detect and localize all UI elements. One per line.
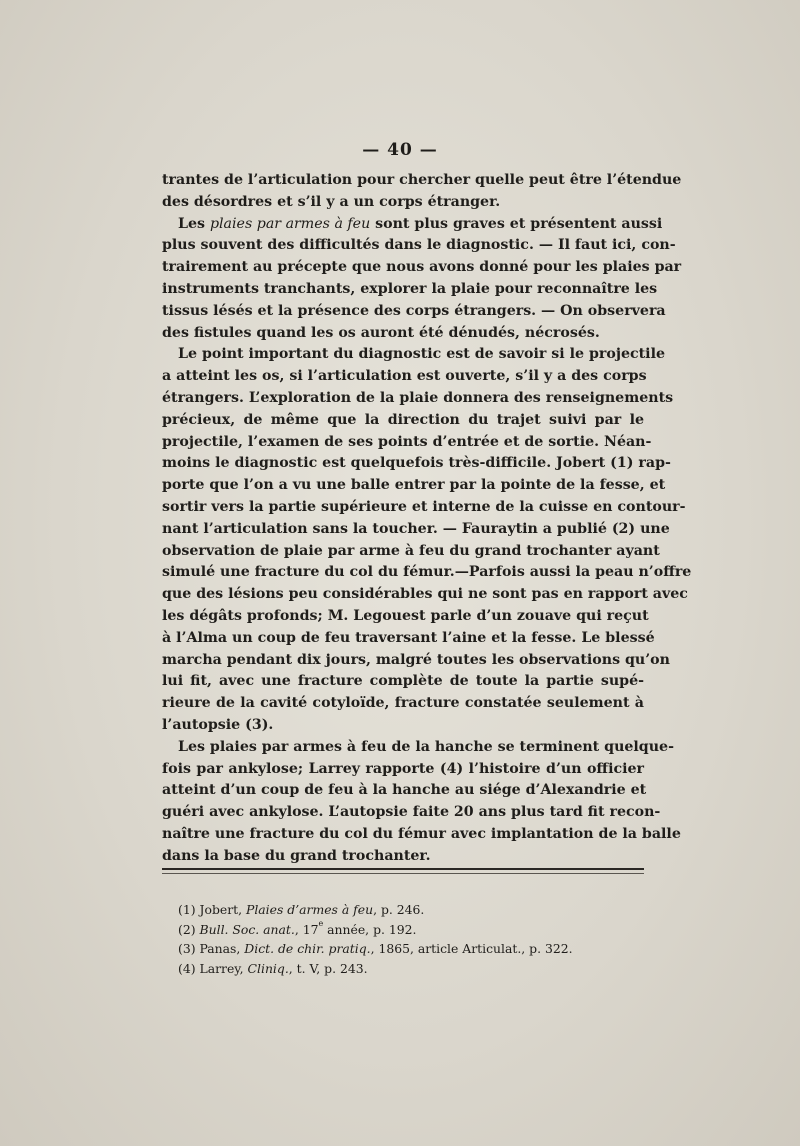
text-line: sortir vers la partie supérieure et interne de la cuisse en contour- <box>162 498 686 515</box>
text-line: des fistules quand les os auront été dénudés, nécrosés. <box>162 324 600 341</box>
text-line: simulé une fracture du col du fémur.—Parfois aussi la peau n’offre <box>162 564 692 581</box>
text-line: tissus lésés et la présence des corps étrangers. — On observera <box>162 302 666 319</box>
body-text <box>162 170 692 868</box>
footnote-text: Panas, <box>199 941 245 956</box>
text-span: Les <box>178 215 210 232</box>
footnote-italic: Cliniq. <box>247 960 289 976</box>
footnote-text: , p. 246. <box>373 902 425 917</box>
footnote <box>178 939 638 959</box>
footnote-number: (3) <box>178 941 196 956</box>
text-line: guéri avec ankylose. L’autopsie faite 20 ans plus tard fit recon- <box>162 804 661 821</box>
text-line: que des lésions peu considérables qui ne sont pas en rapport avec <box>162 586 688 603</box>
footnote-divider-thin <box>162 873 644 874</box>
footnote-number: (1) <box>178 902 196 917</box>
text-line: fois par ankylose; Larrey rapporte (4) l’histoire d’un officier <box>162 760 644 777</box>
footnote-number: (4) <box>178 960 196 976</box>
text-line: trantes de l’articulation pour chercher quelle peut être l’étendue <box>162 172 682 188</box>
footnote-divider <box>162 868 644 870</box>
footnote-text: , 17 <box>294 921 319 937</box>
footnote <box>178 900 638 920</box>
text-line: rieure de la cavité cotyloïde, fracture constatée seulement à <box>162 695 644 712</box>
text-line: à l’Alma un coup de feu traversant l’aine et la fesse. Le blessé <box>162 629 655 646</box>
text-line: observation de plaie par arme à feu du grand trochanter ayant <box>162 542 660 559</box>
text-line: Le point important du diagnostic est de savoir si le projectile <box>178 346 665 363</box>
footnote-text: Larrey, <box>199 960 248 976</box>
text-line: trairement au précepte que nous avons donné pour les plaies par <box>162 259 682 276</box>
footnote-text: , t. V, p. 243. <box>288 960 368 976</box>
text-line: l’autopsie (3). <box>162 716 274 733</box>
footnote-text: Jobert, <box>199 902 246 917</box>
text-line: naître une fracture du col du fémur avec implantation de la balle <box>162 825 681 842</box>
text-line: plus souvent des difficultés dans le diagnostic. — Il faut ici, con- <box>162 237 676 254</box>
text-line: précieux, de même que la direction du trajet suivi par le <box>162 411 644 428</box>
text-line: étrangers. L’exploration de la plaie donnera des renseignements <box>162 389 674 406</box>
footnote-italic: Dict. de chir. pratiq. <box>244 941 371 956</box>
footnote-italic: Bull. Soc. anat. <box>199 921 295 937</box>
text-line: les dégâts profonds; M. Legouest parle d’un zouave qui reçut <box>162 607 649 624</box>
text-line: marcha pendant dix jours, malgré toutes les observations qu’on <box>162 651 670 668</box>
footnote <box>178 959 638 979</box>
text-line: Les plaies par armes à feu de la hanche se terminent quelque- <box>178 738 674 755</box>
text-line: des désordres et s’il y a un corps étranger. <box>162 193 501 210</box>
footnote-text: , 1865, article Articulat., p. 322. <box>370 941 573 956</box>
footnote-italic: Plaies d’armes à feu <box>246 902 374 917</box>
text-line: instruments tranchants, explorer la plaie pour reconnaître les <box>162 280 658 297</box>
footnote-superscript: e <box>318 918 324 928</box>
text-span: sont plus graves et présentent aussi <box>370 215 663 232</box>
text-line: lui fit, avec une fracture complète de toute la partie supé- <box>162 673 644 690</box>
footnote-number: (2) <box>178 921 196 937</box>
italic-phrase: plaies par armes à feu <box>209 215 371 232</box>
page-number: — 40 — <box>362 140 438 160</box>
text-line: dans la base du grand trochanter. <box>162 847 431 864</box>
footnotes <box>178 900 638 978</box>
text-line-italic-phrase <box>162 214 663 236</box>
text-line: nant l’articulation sans la toucher. — Fauraytin a publié (2) une <box>162 520 670 537</box>
text-line: porte que l’on a vu une balle entrer par la pointe de la fesse, et <box>162 477 666 494</box>
text-line: moins le diagnostic est quelquefois très-difficile. Jobert (1) rap- <box>162 455 671 472</box>
footnote <box>178 920 638 940</box>
text-line: projectile, l’examen de ses points d’entrée et de sortie. Néan- <box>162 433 652 450</box>
footnote-text: année, p. 192. <box>323 921 417 937</box>
text-line: a atteint les os, si l’articulation est ouverte, s’il y a des corps <box>162 368 647 385</box>
text-line: atteint d’un coup de feu à la hanche au siége d’Alexandrie et <box>162 782 647 799</box>
